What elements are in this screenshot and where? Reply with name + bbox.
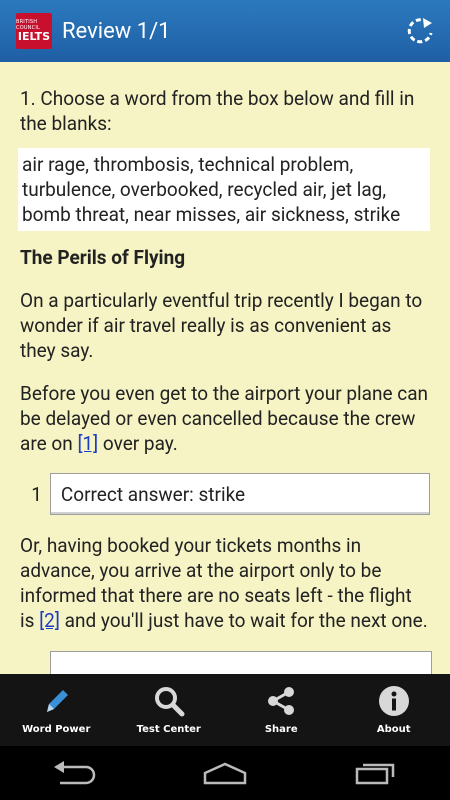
action-bar <box>0 0 450 62</box>
nav-about[interactable] <box>338 674 450 746</box>
question-text: 1. Choose a word from the box below and fill in the blanks: <box>20 87 415 135</box>
nav-word-power[interactable] <box>0 674 113 746</box>
nav-label: About <box>376 724 411 735</box>
paragraph-1: On a particularly eventful trip recently I began to wonder if air travel really is as convenient as they say. <box>20 289 423 362</box>
paragraph-3 <box>20 533 430 633</box>
recents-icon <box>353 761 397 785</box>
nav-label: Share <box>264 724 298 735</box>
pencil-icon <box>39 684 73 718</box>
paragraph-2-text-end: over pay. <box>98 432 178 455</box>
answer-row-1 <box>20 473 430 515</box>
blank-link-2[interactable]: [2] <box>39 609 60 632</box>
nav-label: Word Power <box>22 724 91 735</box>
nav-share[interactable] <box>225 674 338 746</box>
nav-label: Test Center <box>136 724 201 735</box>
paragraph-3-text: Or, having booked your tickets months in advance, you arrive at the airport only to be informed that there are no seats left - the flight is <box>20 534 412 632</box>
answer-field-1[interactable]: Correct answer: strike <box>50 473 430 515</box>
system-navigation <box>0 746 450 800</box>
back-button[interactable] <box>45 755 105 791</box>
nav-test-center[interactable] <box>113 674 226 746</box>
paragraph-2-text: Before you even get to the airport your plane can be delayed or even cancelled because the crew are on <box>20 382 429 455</box>
answer-field-2[interactable] <box>50 651 432 674</box>
paragraph-3-text-end: and you'll just have to wait for the next one. <box>59 609 428 632</box>
app-logo[interactable] <box>16 13 52 49</box>
word-box: air rage, thrombosis, technical problem, turbulence, overbooked, recycled air, jet lag, bomb threat, near misses, air sickness, strike <box>18 148 430 231</box>
recents-button[interactable] <box>345 755 405 791</box>
back-icon <box>52 761 98 785</box>
home-button[interactable] <box>195 755 255 791</box>
page-title: Review 1/1 <box>62 18 171 44</box>
answer-number: 1 <box>31 482 42 506</box>
info-icon <box>377 684 411 718</box>
paragraph-2 <box>20 381 430 456</box>
home-icon <box>201 761 249 785</box>
passage-title: The Perils of Flying <box>20 246 186 269</box>
search-icon <box>152 684 186 718</box>
refresh-icon[interactable] <box>404 15 436 47</box>
logo-big-text: IELTS <box>17 30 51 43</box>
review-content[interactable] <box>0 62 450 674</box>
blank-link-1[interactable]: [1] <box>77 432 99 455</box>
share-icon <box>264 684 298 718</box>
logo-small-text: BRITISH COUNCIL <box>16 19 40 31</box>
bottom-navigation <box>0 674 450 746</box>
